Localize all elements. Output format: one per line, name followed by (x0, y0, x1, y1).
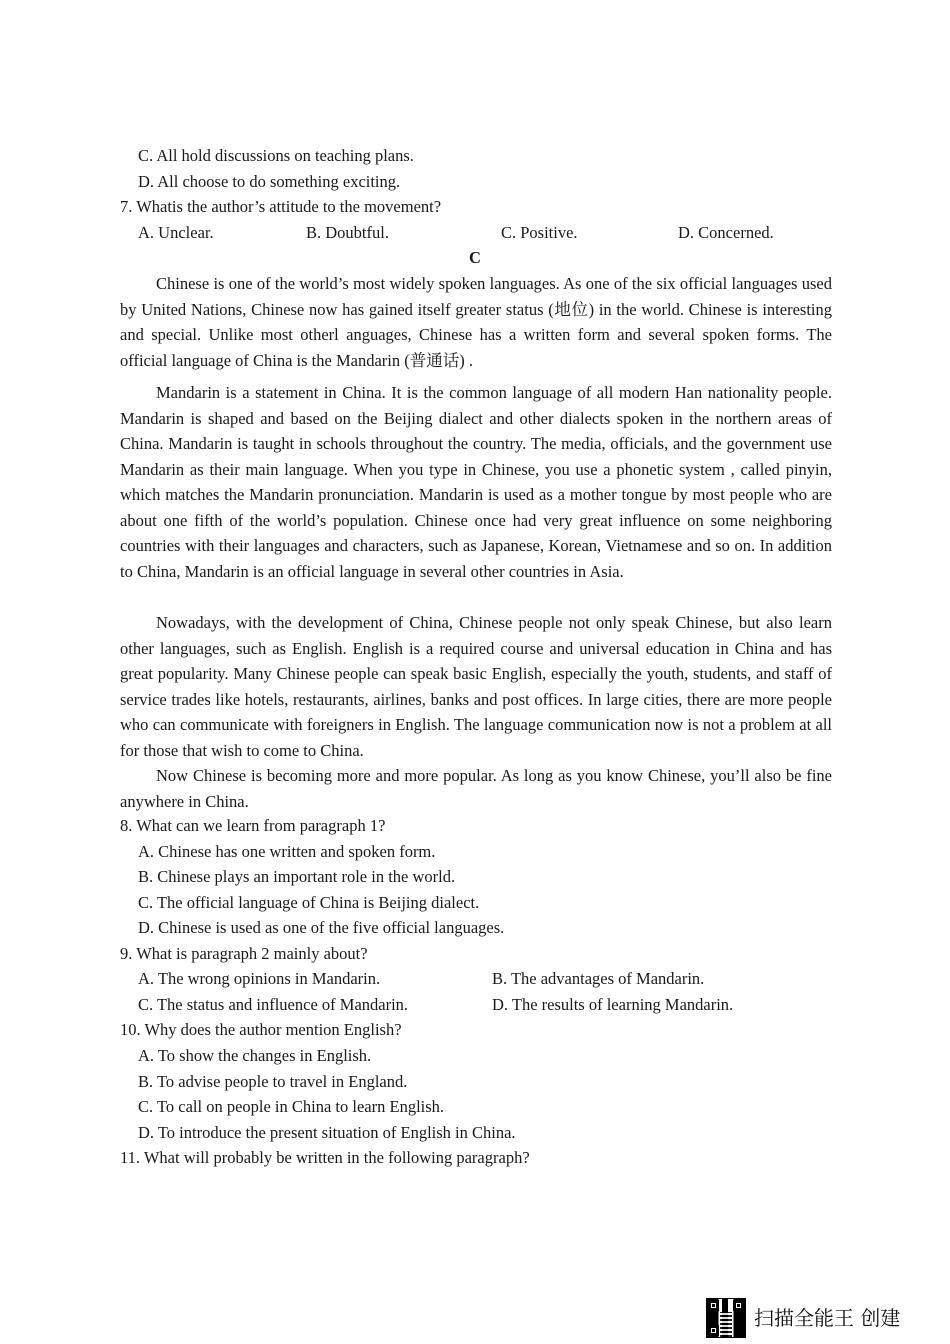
scanner-watermark (706, 1298, 900, 1338)
passage-paragraph-2: Mandarin is a statement in China. It is the common language of all modern Han nationality people. Mandarin is shaped and based on the Beijing dialect and other dialects spoken in the northern areas of China. Mandarin is taught in schools throughout the country. The media, officials, and the government use Mandarin as their main language. When you type in Chinese, you use a phonetic system , called pinyin, which matches the Mandarin pronunciation. Mandarin is used as a mother tongue by most people who are about one fifth of the world’s population. Chinese once had very great influence on some neighboring countries with their languages and characters, such as Japanese, Korean, Vietnamese and so on. In addition to China, Mandarin is an official language in several other countries in Asia. (120, 383, 832, 581)
q9-option-a: A. The wrong opinions in Mandarin. (138, 969, 381, 988)
q10-option-b: B. To advise people to travel in England. (138, 1072, 408, 1091)
q7-option-d: D. Concerned. (678, 223, 774, 242)
passage-paragraph-4: Now Chinese is becoming more and more popular. As long as you know Chinese, you’ll also be fine anywhere in China. (120, 766, 832, 811)
q9-option-c: C. The status and influence of Mandarin. (138, 995, 409, 1014)
passage-paragraph-1: Chinese is one of the world’s most widely spoken languages. As one of the six official languages used by United Nations, Chinese now has gained itself greater status (地位) in the world. Chinese is interesting and special. Unlike most otherl anguages, Chinese has a written form and several spoken forms. The official language of China is the Mandarin (普通话) . (120, 274, 832, 370)
q9-option-b: B. The advantages of Mandarin. (492, 969, 705, 988)
q10-option-d: D. To introduce the present situation of English in China. (138, 1123, 516, 1142)
q10-question: 10. Why does the author mention English? (120, 1020, 402, 1039)
q8-option-d: D. Chinese is used as one of the five official languages. (138, 918, 505, 937)
q10-option-a: A. To show the changes in English. (138, 1046, 372, 1065)
watermark-text: 扫描全能王 创建 (754, 1306, 901, 1330)
qr-code-icon (706, 1298, 746, 1338)
passage-paragraph-3: Nowadays, with the development of China, Chinese people not only speak Chinese, but also learn other languages, such as English. English is a required course and universal education in China and has great popularity. Many Chinese people can speak basic English, especially the youth, students, and staff of service trades like hotels, restaurants, airlines, banks and post offices. In large cities, there are more people who can communicate with foreigners in English. The language communication now is not a problem at all for those that wish to come to China. (120, 613, 832, 760)
q8-question: 8. What can we learn from paragraph 1? (120, 816, 386, 835)
q10-option-c: C. To call on people in China to learn English. (138, 1097, 445, 1116)
q8-option-c: C. The official language of China is Beijing dialect. (138, 893, 480, 912)
q9-question: 9. What is paragraph 2 mainly about? (120, 944, 368, 963)
q7-option-a: A. Unclear. (138, 223, 214, 242)
q6-option-d: D. All choose to do something exciting. (138, 172, 401, 191)
section-heading: C (469, 248, 481, 267)
q11-question: 11. What will probably be written in the following paragraph? (120, 1148, 530, 1167)
q8-option-a: A. Chinese has one written and spoken form. (138, 842, 436, 861)
q9-option-d: D. The results of learning Mandarin. (492, 995, 734, 1014)
q8-option-b: B. Chinese plays an important role in the world. (138, 867, 456, 886)
q7-question: 7. Whatis the author’s attitude to the movement? (120, 197, 442, 216)
q6-option-c: C. All hold discussions on teaching plans. (138, 146, 414, 165)
q7-option-c: C. Positive. (501, 223, 578, 242)
q7-option-b: B. Doubtful. (306, 223, 389, 242)
